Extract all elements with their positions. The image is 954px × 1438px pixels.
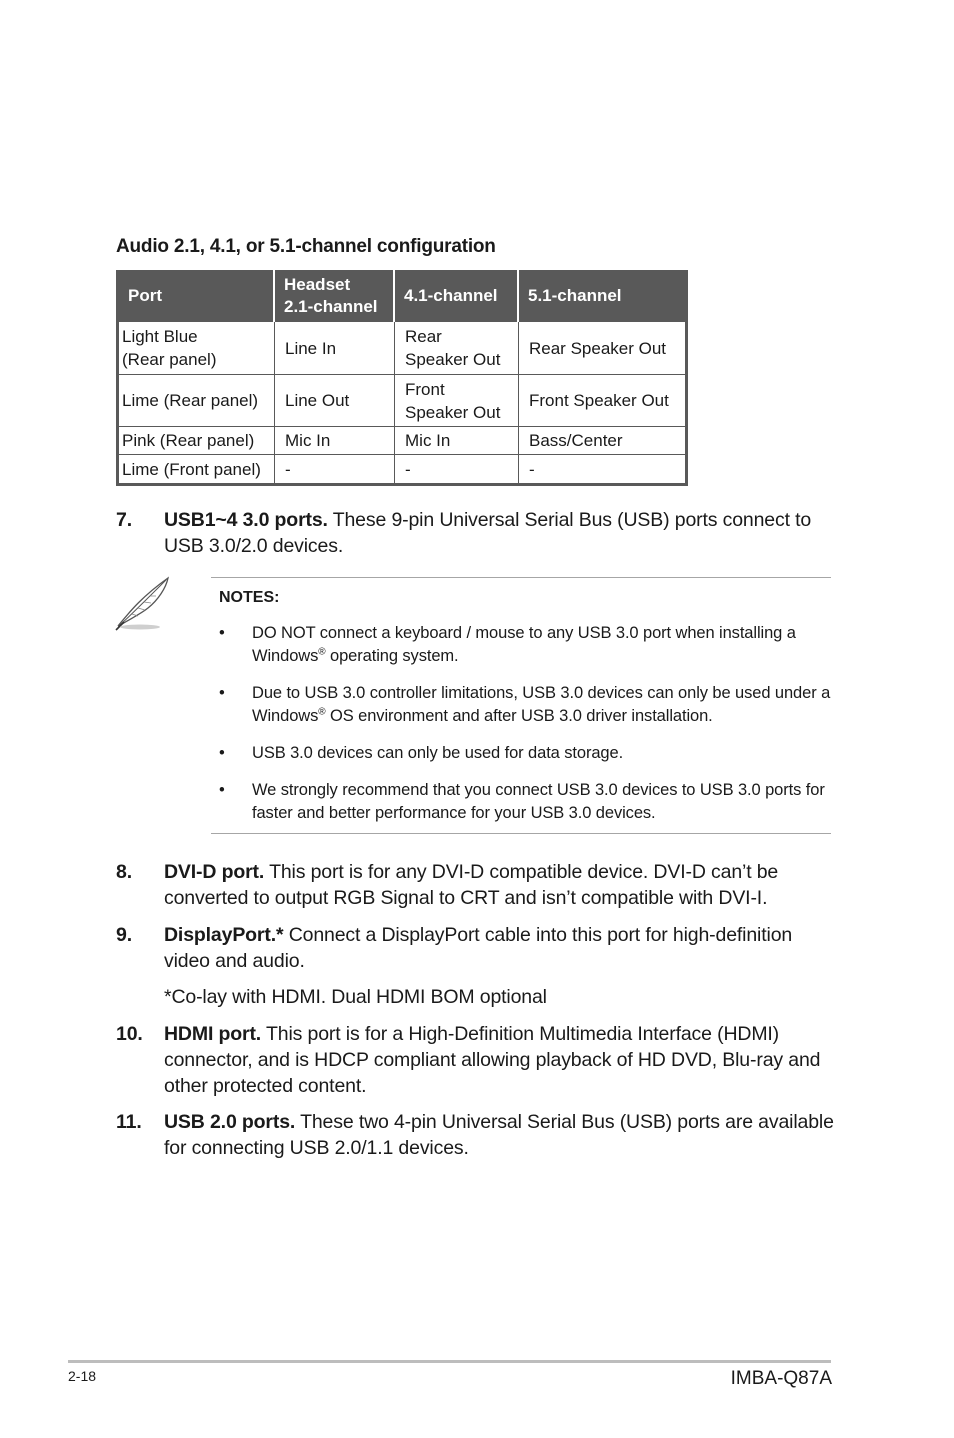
audio-config-table [116,270,688,486]
footer-rule [68,1360,831,1363]
table-cell: Line In [285,338,337,358]
item-number: 9. [116,924,132,946]
table-header [119,270,685,322]
item-text: These 9-pin Universal Serial Bus (USB) ports connect to USB 3.0/2.0 devices. [164,509,812,557]
section-title: Audio 2.1, 4.1, or 5.1-channel configuration [116,236,496,257]
model-name: IMBA-Q87A [730,1368,832,1389]
note-item: • DO NOT connect a keyboard / mouse to any USB 3.0 port when installing a Windows® operating system. [219,624,796,665]
bullet: • [219,624,225,642]
table-cell: Front Speaker Out [529,391,669,410]
table-cell: Bass/Center [529,431,623,450]
item-text: Connect a DisplayPort cable into this port for high-definition video and audio. [164,924,793,972]
table-cell: Pink (Rear panel) [122,431,255,450]
item-number: 10. [116,1023,143,1045]
item-text: These two 4-pin Universal Serial Bus (USB) ports are available for connecting USB 2.0/1.1 devices. [164,1111,834,1159]
list-item-11 [116,1109,836,1161]
item-lead: DVI-D port. [164,861,265,883]
page-number: 2-18 [68,1368,97,1384]
notes-title: NOTES: [219,589,280,606]
table-cell: Rear Speaker Out [529,338,667,358]
item-number: 11. [116,1111,142,1133]
item-text: This port is for a High-Definition Multimedia Interface (HDMI) connector, and is HDCP compliant allowing playback of HD DVD, Blu-ray and other protected content. [164,1023,821,1097]
bullet: • [219,744,225,762]
item-lead: USB1~4 3.0 ports. [164,509,328,531]
notes-top-rule [211,577,831,578]
table-row [119,322,685,374]
header-port: Port [128,286,162,305]
table-cell: Rear Speaker Out [405,327,501,369]
item-lead: DisplayPort.* [164,924,284,946]
notes-bottom-rule [211,833,831,834]
table-cell: Mic In [285,431,331,450]
note-item: • USB 3.0 devices can only be used for data storage. [219,742,831,765]
bullet: • [219,781,225,799]
list-item-8 [116,859,836,911]
header-5-1-channel: 5.1-channel [528,286,622,305]
table-cell: Lime (Rear panel) [122,391,259,410]
table-cell: Line Out [285,391,350,410]
table-cell: - [405,459,411,479]
bullet: • [219,684,225,702]
table-row [119,455,685,483]
item-number: 8. [116,861,132,883]
item-text: This port is for any DVI-D compatible device. DVI-D can’t be converted to output RGB Signal to CRT and isn’t compatible with DVI-I. [164,861,779,909]
table-row [119,427,685,454]
note-item: • Due to USB 3.0 controller limitations, USB 3.0 devices can only be used under a Windows® OS environment and after USB 3.0 driver installation. [219,684,831,725]
table-cell: Lime (Front panel) [122,459,261,479]
feather-pen-icon [114,574,174,632]
table-row [119,375,685,426]
item-footnote: *Co-lay with HDMI. Dual HDMI BOM optional [164,986,547,1008]
table-cell: Mic In [405,431,451,450]
table-cell: - [285,459,291,479]
header-4-1-channel: 4.1-channel [404,286,498,305]
item-lead: USB 2.0 ports. [164,1111,296,1133]
list-item-10 [116,1021,836,1099]
item-lead: HDMI port. [164,1023,262,1045]
table-cell: Front Speaker Out [405,379,501,422]
list-item-9 [116,922,836,1010]
header-headset: Headset 2.1-channel [284,275,378,316]
table-body [119,322,685,483]
table-cell: Light Blue (Rear panel) [122,327,217,369]
note-item: • We strongly recommend that you connect USB 3.0 devices to USB 3.0 ports for faster and better performance for your USB 3.0 devices. [219,781,825,822]
item-number: 7. [116,509,132,531]
list-item-7 [116,507,836,559]
table-cell: - [529,459,535,479]
